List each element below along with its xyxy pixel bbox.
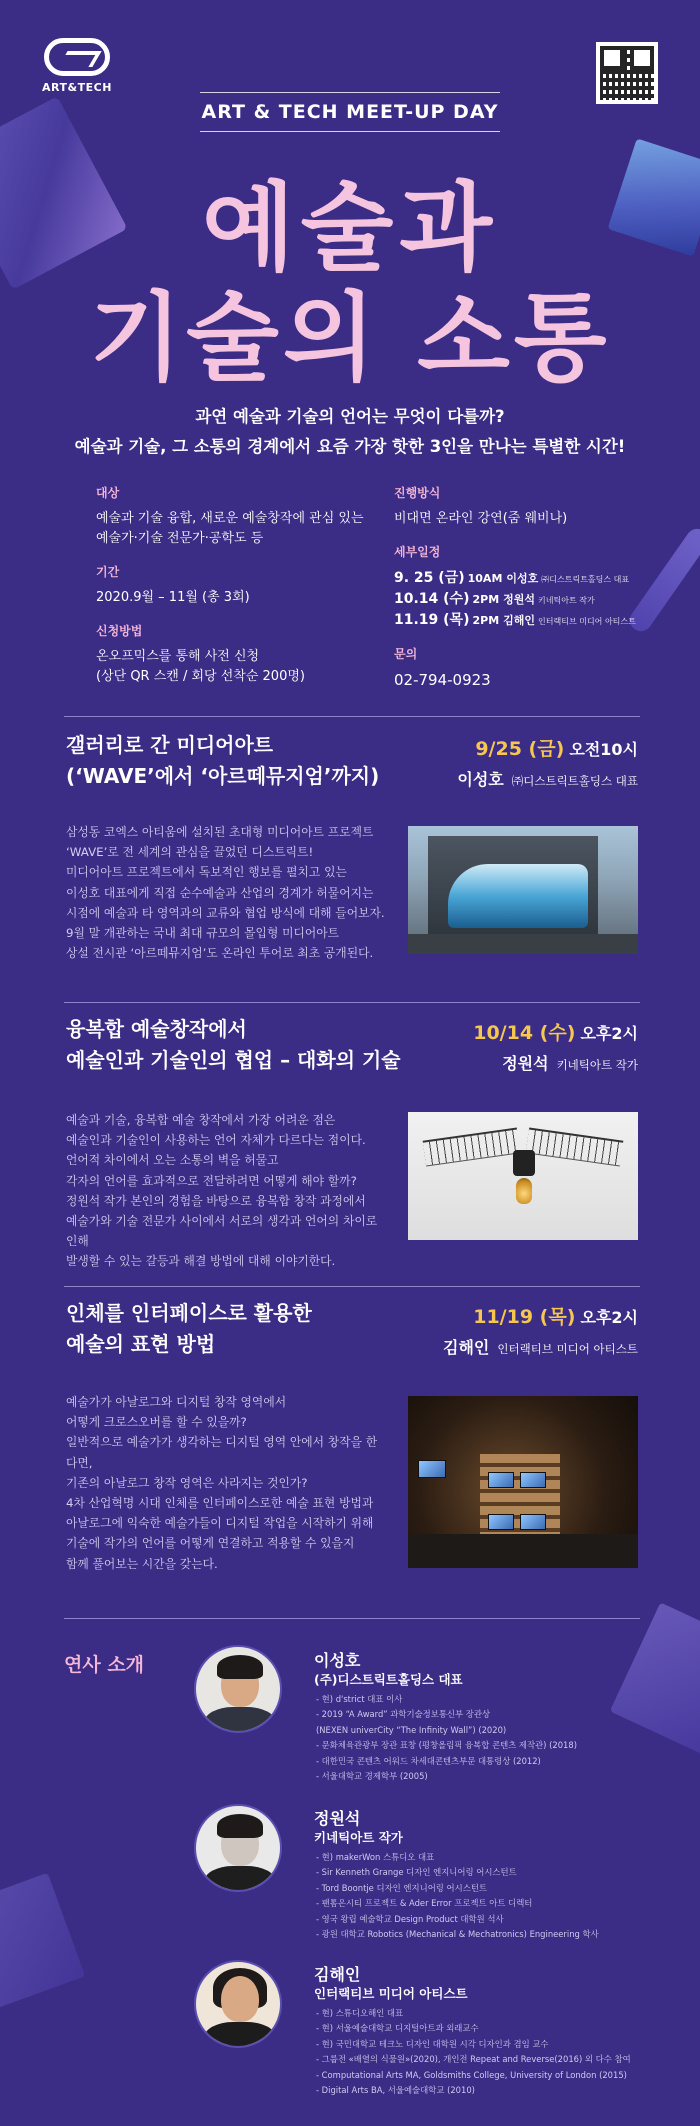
schedule-time: 2PM (472, 593, 500, 606)
speakers-heading: 연사 소개 (64, 1654, 145, 1676)
session2-datetime (473, 1018, 638, 1074)
speaker1-role: (주)디스트릭트홀딩스 대표 (314, 1672, 463, 1687)
session2-body-line: 예술가와 기술 전문가 사이에서 서로의 생각과 언어의 차이로 인해 (66, 1214, 378, 1249)
photo-screen (418, 1460, 446, 1478)
photo-screen (488, 1514, 514, 1530)
session3-date: 11/19 (목) (473, 1306, 576, 1328)
contact-value[interactable]: 02-794-0923 (394, 671, 491, 689)
session2-title (66, 1014, 401, 1076)
qr-code-icon (600, 46, 654, 100)
session1-title-line2: (‘WAVE’에서 ‘아르떼뮤지엄’까지) (66, 764, 380, 788)
schedule-date: 9. 25 (금) (394, 570, 465, 586)
session1-title (66, 730, 379, 792)
session1-body-line: 삼성동 코엑스 아티움에 설치된 초대형 미디어아트 프로젝트 (66, 825, 374, 839)
speaker3-bio (316, 2006, 656, 2098)
section-divider (64, 716, 640, 717)
photo-wing-right (526, 1128, 624, 1167)
session1-body-line: 미디어아트 프로젝트에서 독보적인 행보를 펼치고 있는 (66, 865, 347, 880)
session2-speaker-role: 키네틱아트 작가 (556, 1058, 638, 1072)
speaker2-role: 키네틱아트 작가 (314, 1830, 403, 1845)
session3-title-line2: 예술의 표현 방법 (66, 1332, 216, 1356)
speaker3-name: 김해인 (314, 1965, 361, 1984)
session3-speaker: 김해인 (443, 1338, 490, 1357)
session3-body-line: 아날로그에 익숙한 예술가들이 디지털 작업을 시작하기 위해 (66, 1516, 374, 1531)
session2-photo-kinetic (408, 1112, 638, 1240)
schedule-time: 10AM (467, 572, 503, 585)
bio-line: - 현) 서울예술대학교 디지털아트과 외래교수 (316, 2023, 479, 2034)
lead-line1: 과연 예술과 기술의 언어는 무엇이 다를까? (195, 407, 505, 426)
bio-line: - 그룹전 «배열의 식물원»(2020), 개인전 Repeat and Reverse(2016) 외 다수 참여 (316, 2054, 631, 2065)
meetup-banner (200, 92, 500, 132)
banner-bottom-divider (200, 131, 500, 132)
speaker2-avatar (194, 1804, 282, 1892)
session2-date: 10/14 (수) (473, 1022, 576, 1044)
photo-screen (520, 1472, 546, 1488)
info-right-column (394, 484, 654, 704)
main-title-line1: 예술과 (201, 172, 499, 284)
session2-body-line: 정원석 작가 본인의 경험을 바탕으로 융복합 창작 과정에서 (66, 1193, 366, 1208)
lead-line2: 예술과 기술, 그 소통의 경계에서 요즘 가장 핫한 3인을 만나는 특별한 시간! (74, 437, 626, 456)
banner-top-divider (200, 92, 500, 93)
session2-body-line: 각자의 언어를 효과적으로 전달하려면 어떻게 해야 할까? (66, 1173, 357, 1188)
bio-line: - Digital Arts BA, 서울예술대학교 (2010) (316, 2085, 475, 2096)
session1-speaker-role: ㈜디스트릭트홀딩스 대표 (511, 774, 638, 788)
avatar-shirt (204, 1707, 276, 1733)
session1-time: 오전10시 (569, 740, 638, 759)
speaker3-role: 인터랙티브 미디어 아티스트 (314, 1986, 468, 2001)
art-tech-logo (42, 38, 112, 94)
session1-body-line: 상설 전시관 ‘아르떼뮤지엄’도 온라인 투어로 최초 공개된다. (66, 946, 374, 961)
session3-body-line: 기술에 작가의 언어를 어떻게 연결하고 적용할 수 있을지 (66, 1536, 355, 1551)
schedule-speaker: 정원석 (503, 593, 536, 606)
target-value (96, 509, 386, 549)
target-label: 대상 (96, 486, 120, 500)
session3-title-line1: 인체를 인터페이스로 활용한 (66, 1301, 312, 1325)
photo-screen (520, 1514, 546, 1530)
photo-bulb (516, 1178, 532, 1204)
section-divider (64, 1002, 640, 1003)
avatar-face (221, 1976, 259, 2022)
schedule-time: 2PM (472, 614, 500, 627)
photo-screen (488, 1472, 514, 1488)
session1-title-line1: 갤러리로 간 미디어아트 (66, 733, 274, 757)
bio-line: - 서울대학교 경제학부 (2005) (316, 1771, 428, 1782)
bio-line: - 대한민국 콘텐츠 어워드 차세대콘텐츠부문 대통령상 (2012) (316, 1755, 541, 1766)
session1-body-line: 시점에 예술과 타 영역과의 교류와 협업 방식에 대해 들어보자. (66, 905, 385, 920)
decorative-cube-lower-left (0, 1873, 85, 2017)
schedule-date: 11.19 (목) (394, 612, 470, 628)
speaker1-bio (316, 1692, 656, 1784)
session3-body-line: 4차 산업혁명 시대 인체를 인터페이스로한 예술 표현 방법과 (66, 1496, 374, 1511)
bio-line: - 광원 대학교 Robotics (Mechanical & Mechatronics) Engineering 학사 (316, 1929, 599, 1940)
meetup-label: ART & TECH MEET-UP DAY (201, 101, 499, 123)
session1-photo-wave (408, 826, 638, 954)
session1-body-line: 9월 말 개관하는 국내 최대 규모의 몰입형 미디어아트 (66, 926, 340, 941)
section-divider (64, 1618, 640, 1619)
schedule-role: ㈜디스트릭트홀딩스 대표 (541, 575, 630, 584)
session3-body-line: 어떻게 크로스오버를 할 수 있을까? (66, 1415, 247, 1430)
bio-line: - Computational Arts MA, Goldsmiths College, University of London (2015) (316, 2069, 627, 2080)
session3-body-line: 함께 풀어보는 시간을 갖는다. (66, 1556, 218, 1571)
apply-value-line2: (상단 QR 스캔 / 회당 선착순 200명) (96, 669, 305, 684)
section-divider (64, 1286, 640, 1287)
session3-datetime (443, 1302, 638, 1358)
bio-line: - 영국 왕립 예술학교 Design Product 대학원 석사 (316, 1913, 504, 1924)
info-left-column (96, 484, 386, 701)
speaker2-name: 정원석 (314, 1809, 361, 1828)
bio-line: - 현) d'strict 대표 이사 (316, 1694, 403, 1704)
speaker1-avatar (194, 1645, 282, 1733)
session1-speaker: 이성호 (457, 770, 504, 789)
session2-description (66, 1110, 386, 1272)
avatar-hair (217, 1814, 263, 1838)
schedule-row (394, 568, 654, 589)
schedule-role: 인터랙티브 미디어 아티스트 (538, 617, 636, 626)
session3-body-line: 기존의 아날로그 창작 영역은 사라지는 것인가? (66, 1475, 308, 1490)
qr-code[interactable] (596, 42, 658, 104)
bio-line: - Tord Boontje 디자인 엔지니어링 어시스턴트 (316, 1882, 487, 1893)
bio-line: - 팬톰온시티 프로젝트 & Ader Error 프로젝트 아트 디렉터 (316, 1898, 533, 1909)
session1-body-line: ‘WAVE’로 전 세계의 관심을 끌었던 디스트릭트! (66, 845, 314, 860)
session1-datetime (457, 734, 638, 790)
session2-body-line: 언어적 차이에서 오는 소통의 벽을 허물고 (66, 1153, 279, 1168)
method-value: 비대면 온라인 강연(줌 웨비나) (394, 511, 568, 526)
contact-label: 문의 (394, 647, 418, 661)
schedule-row (394, 589, 654, 610)
session1-date: 9/25 (금) (475, 738, 565, 760)
session2-body-line: 발생할 수 있는 갈등과 해결 방법에 대해 이야기한다. (66, 1254, 336, 1269)
apply-label: 신청방법 (96, 624, 143, 638)
speaker1-name: 이성호 (314, 1651, 361, 1670)
avatar-shirt (204, 2022, 276, 2048)
bio-line: (NEXEN univerCity “The Infinity Wall”) (2020) (316, 1724, 507, 1735)
photo-street (408, 934, 638, 954)
bio-line: - Sir Kenneth Grange 디자인 엔지니어링 어시스턴트 (316, 1867, 517, 1878)
session2-title-line1: 융복합 예술창작에서 (66, 1017, 247, 1041)
session3-body-line: 일반적으로 예술가가 생각하는 디지털 영역 안에서 창작을 한다면, (66, 1435, 378, 1470)
session2-speaker: 정원석 (502, 1054, 549, 1073)
target-value-line1: 예술과 기술 융합, 새로운 예술창작에 관심 있는 (96, 511, 364, 526)
avatar-hair (217, 1655, 263, 1679)
bio-line: - 현) 국민대학교 테크노 디자인 대학원 시각 디자인과 겸임 교수 (316, 2038, 549, 2049)
schedule-speaker: 김해인 (503, 614, 536, 627)
session3-title (66, 1298, 312, 1360)
session3-photo-installation (408, 1396, 638, 1568)
logo-icon (44, 38, 110, 76)
apply-value (96, 647, 386, 687)
photo-wing-left (423, 1128, 521, 1167)
schedule-role: 키네틱아트 작가 (538, 596, 595, 605)
session3-body-line: 예술가가 아날로그와 디지털 창작 영역에서 (66, 1395, 287, 1409)
target-value-line2: 예술가·기술 전문가·공학도 등 (96, 531, 264, 546)
bio-line: - 2019 “A Award” 과학기술정보통신부 장관상 (316, 1709, 491, 1720)
session1-description (66, 822, 386, 963)
bio-line: - 문화체육관광부 장관 표창 (평창올림픽 융복합 콘텐츠 제작관) (2018) (316, 1740, 577, 1751)
speaker3-avatar (194, 1960, 282, 2048)
schedule-row (394, 610, 654, 631)
photo-wave (448, 864, 588, 928)
period-label: 기간 (96, 565, 120, 579)
schedule-date: 10.14 (수) (394, 591, 470, 607)
avatar-shirt (204, 1866, 276, 1892)
period-value: 2020.9월 – 11월 (총 3회) (96, 590, 250, 605)
main-title-line2: 기술의 소통 (89, 282, 611, 394)
session2-body-line: 예술인과 기술인이 사용하는 언어 자체가 다르다는 점이다. (66, 1133, 366, 1148)
apply-value-line1: 온오프믹스를 통해 사전 신청 (96, 649, 260, 664)
session3-time: 오후2시 (580, 1308, 638, 1327)
method-label: 진행방식 (394, 486, 441, 500)
bio-line: - 현) makerWon 스튜디오 대표 (316, 1852, 435, 1862)
bio-line: - 현) 스튜디오해인 대표 (316, 2008, 404, 2018)
session3-description (66, 1392, 386, 1574)
photo-mechanism (513, 1150, 535, 1176)
logo-text: ART&TECH (42, 81, 112, 94)
session2-time: 오후2시 (580, 1024, 638, 1043)
speaker2-bio (316, 1850, 656, 1942)
session2-body-line: 예술과 기술, 융복합 예술 창작에서 가장 어려운 점은 (66, 1113, 336, 1127)
schedule-speaker: 이성호 (506, 572, 539, 585)
session1-body-line: 이성호 대표에게 직접 순수예술과 산업의 경계가 허물어지는 (66, 885, 374, 900)
session2-title-line2: 예술인과 기술인의 협업 – 대화의 기술 (66, 1048, 401, 1072)
schedule-label: 세부일정 (394, 545, 441, 559)
schedule-list (394, 568, 654, 631)
photo-floor (408, 1534, 638, 1568)
session3-speaker-role: 인터랙티브 미디어 아티스트 (497, 1342, 638, 1356)
